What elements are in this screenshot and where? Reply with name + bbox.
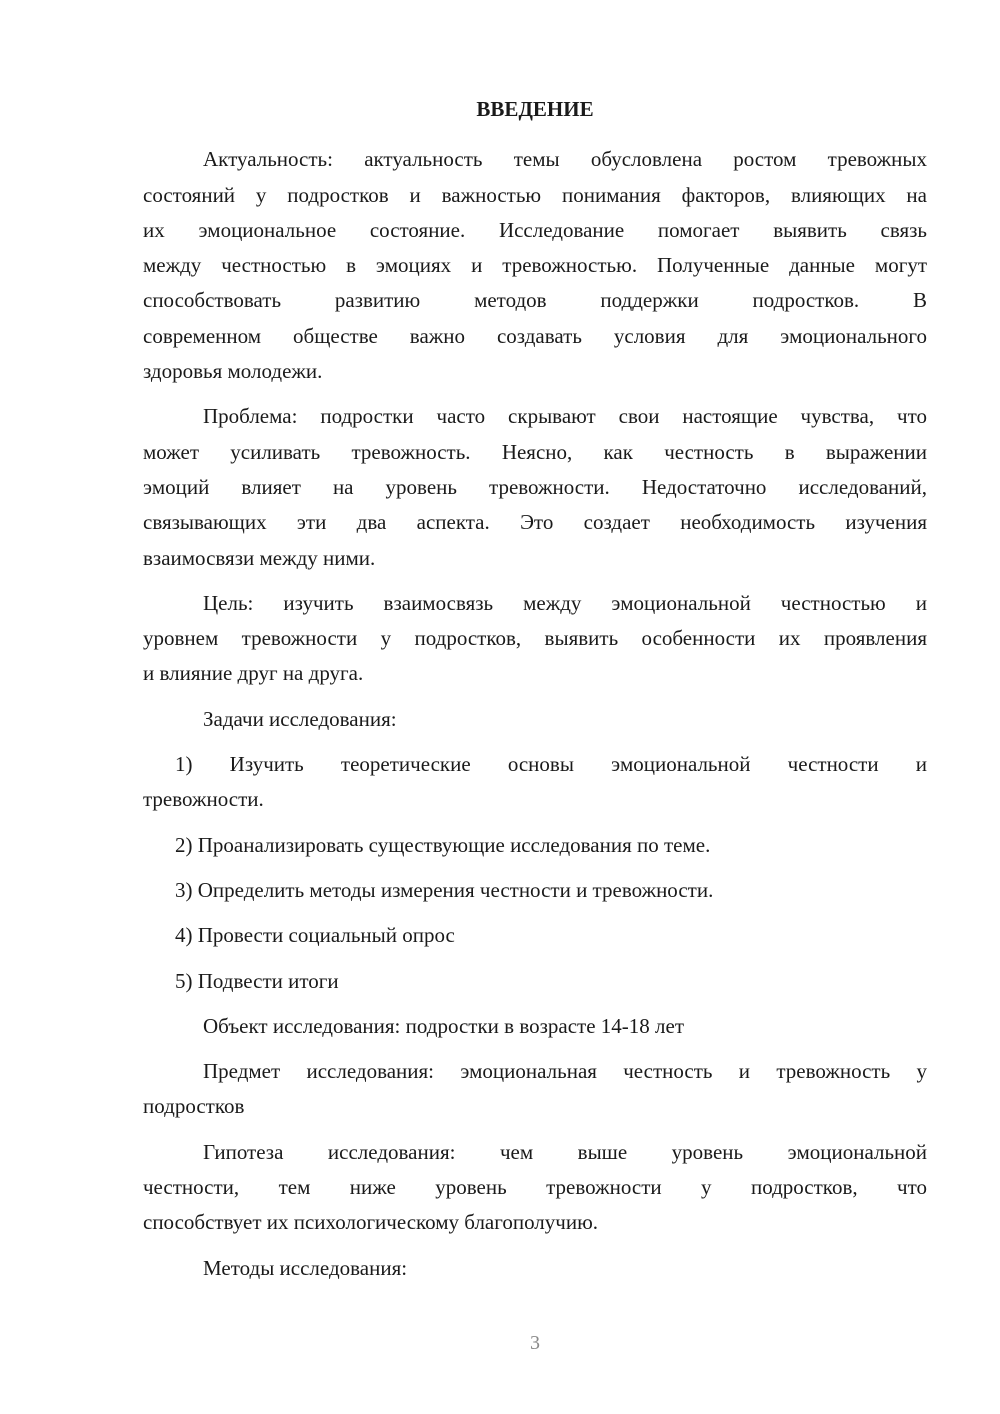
text-line: эмоций влияет на уровень тревожности. Недостаточно исследований, [143,474,927,499]
paragraph [143,828,927,863]
text-line: взаимосвязи между ними. [143,545,376,570]
text-line: Задачи исследования: [203,706,397,731]
paragraph [143,918,927,953]
text-line: Объект исследования: подростки в возрасте 14-18 лет [203,1013,685,1038]
text-line: 2) Проанализировать существующие исследования по теме. [175,832,711,857]
text-line: 4) Провести социальный опрос [175,923,455,948]
text-line: Цель: изучить взаимосвязь между эмоциональной честностью и [203,590,927,615]
paragraph [143,1009,927,1044]
text-line: подростков [143,1094,245,1119]
text-line: Гипотеза исследования: чем выше уровень эмоциональной [203,1139,927,1164]
page-number: 3 [530,1332,540,1354]
text-line: Предмет исследования: эмоциональная честность и тревожность у [203,1059,927,1084]
document-page [143,92,927,1296]
text-line: способствовать развитию методов поддержки подростков. В [143,288,927,313]
text-line: 5) Подвести итоги [175,968,339,993]
paragraph [143,1251,927,1286]
paragraph [143,964,927,999]
text-line: Методы исследования: [203,1255,408,1280]
paragraph [143,586,927,692]
body-text [143,142,927,1286]
text-line: Актуальность: актуальность темы обусловлена ростом тревожных [203,147,927,172]
paragraph [143,873,927,908]
text-line: уровнем тревожности у подростков, выявить особенности их проявления [143,626,927,651]
text-line: здоровья молодежи. [143,359,323,384]
text-line: их эмоциональное состояние. Исследование помогает выявить связь [143,217,927,242]
text-line: способствует их психологическому благополучию. [143,1210,599,1235]
text-line: состояний у подростков и важностью понимания факторов, влияющих на [143,182,927,207]
text-line: Проблема: подростки часто скрывают свои настоящие чувства, что [203,404,927,429]
paragraph [143,399,927,575]
text-line: 3) Определить методы измерения честности и тревожности. [175,877,714,902]
paragraph [143,747,927,818]
text-line: между честностью в эмоциях и тревожностью. Полученные данные могут [143,253,927,278]
text-line: и влияние друг на друга. [143,661,364,686]
text-line: 1) Изучить теоретические основы эмоциональной честности и [175,752,927,777]
text-line: тревожности. [143,787,264,812]
paragraph [143,1054,927,1125]
text-line: может усиливать тревожность. Неясно, как честность в выражении [143,439,927,464]
text-line: связывающих эти два аспекта. Это создает необходимость изучения [143,510,927,535]
paragraph [143,702,927,737]
text-line: современном обществе важно создавать условия для эмоционального [143,323,927,348]
paragraph [143,1135,927,1241]
paragraph [143,142,927,389]
section-heading: ВВЕДЕНИЕ [476,97,594,121]
text-line: честности, тем ниже уровень тревожности у подростков, что [143,1175,927,1200]
